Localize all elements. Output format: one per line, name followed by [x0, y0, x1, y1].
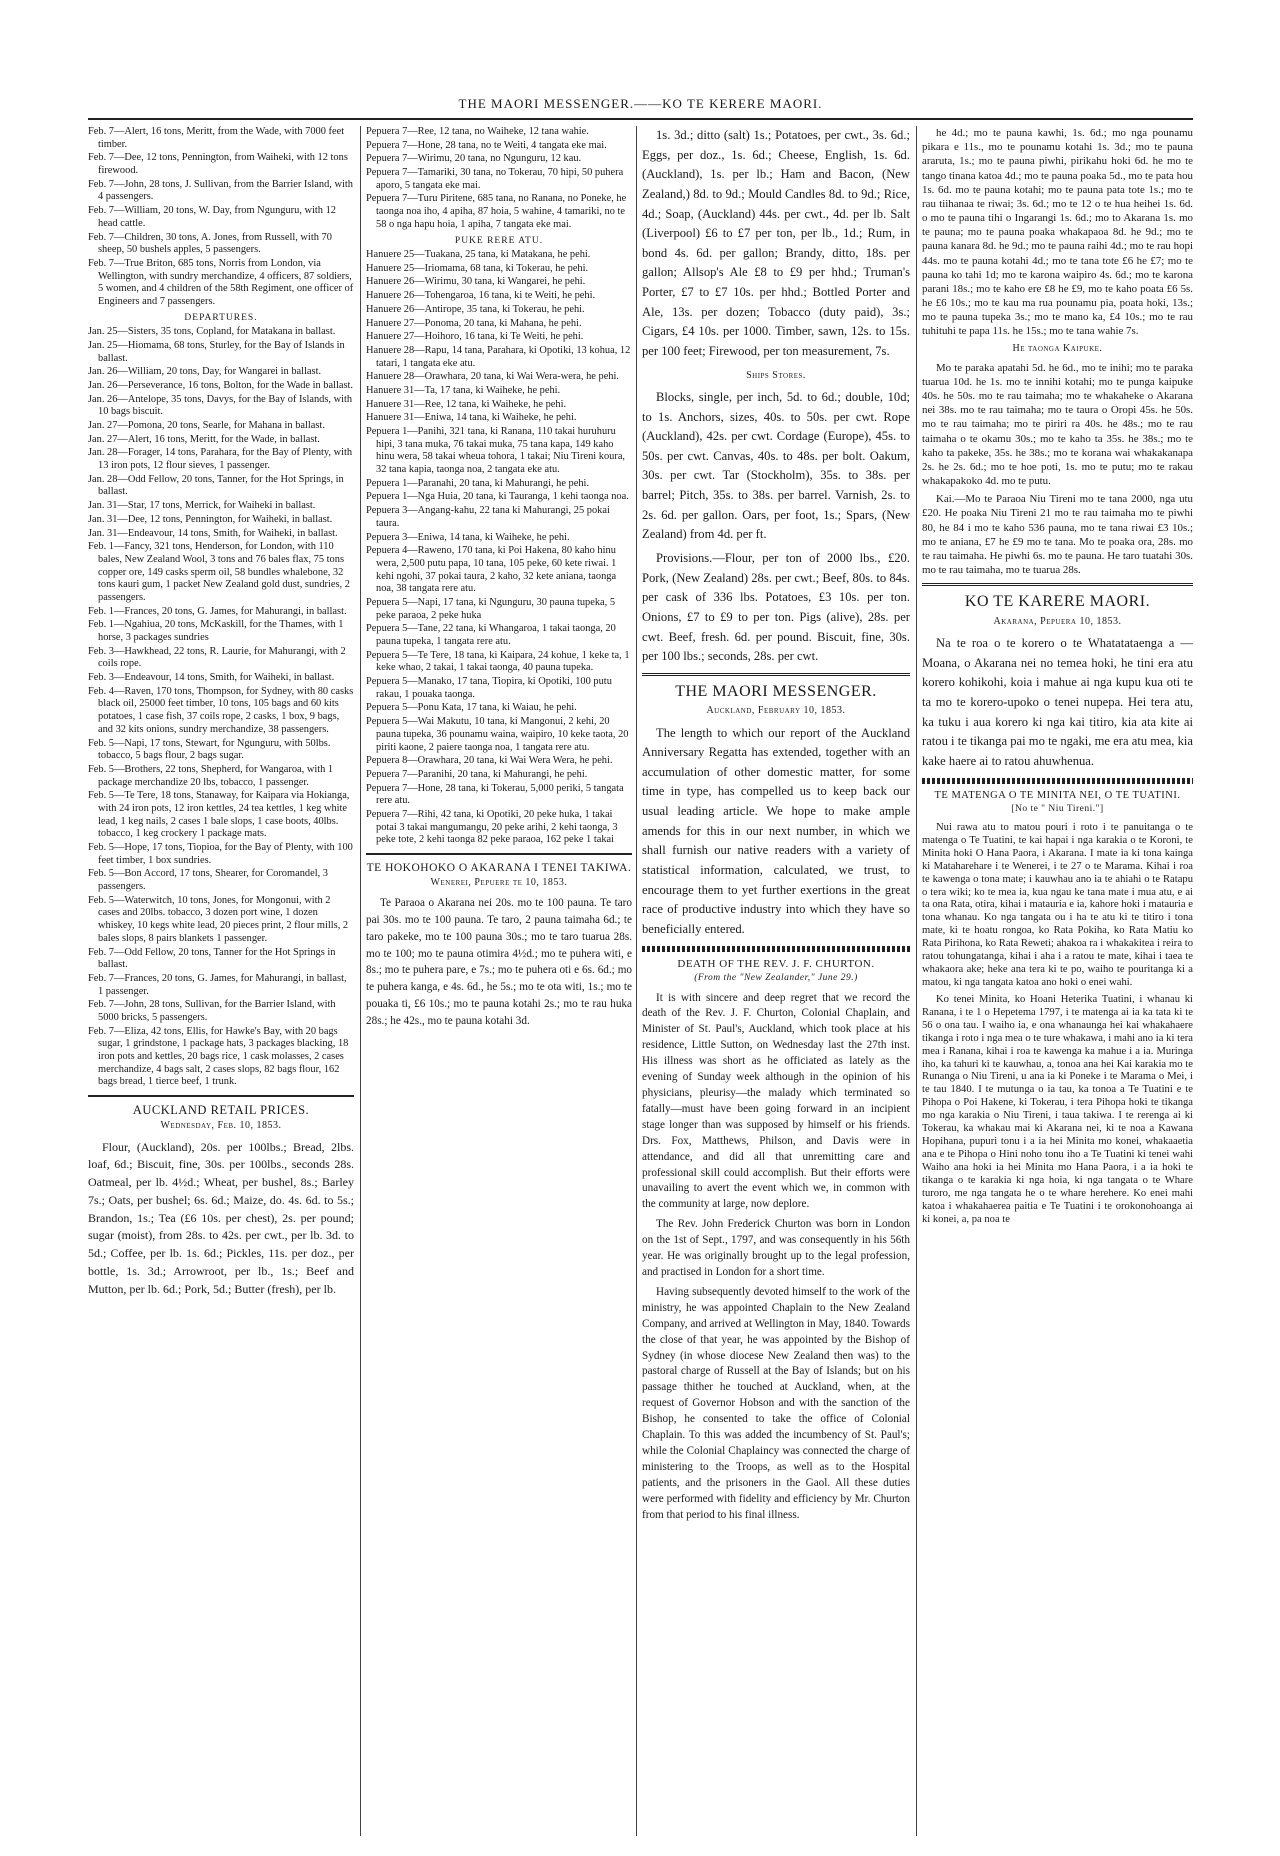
shipping-entry: Feb. 5—Waterwitch, 10 tons, Jones, for Mongonui, with 2 cases and 20lbs. tobacco, 3 dozen port wine, 1 dozen whiskey, 10 kegs white lead, 20 pieces print, 2 flour mills, 2 bales slops, 8 pairs blankets 1 passenger.: [88, 894, 349, 944]
shipping-entry: Feb. 7—Eliza, 42 tons, Ellis, for Hawke's Bay, with 20 bags sugar, 1 grindstone, 1 package hats, 3 packages blacking, 18 iron pots and kettles, 20 bags rice, 1 cask molasses, 2 cases merchandize, 4 bags salt, 2 cases slops, 82 bags flour, 162 bags bread, 1 tierce beef, 1 trunk.: [88, 1025, 349, 1088]
shipping-entry: Feb. 1—Ngahiua, 20 tons, McKaskill, for the Thames, with 1 horse, 3 packages sundries: [88, 619, 344, 644]
column-rule: [636, 126, 637, 1836]
shipping-entry: Hanuere 26—Wirimu, 30 tana, ki Wangarei, he pehi.: [366, 276, 586, 288]
shipping-entry: Hanuere 28—Orawhara, 20 tana, ki Wai Wera-wera, he pehi.: [366, 371, 619, 383]
shipping-entry: Jan. 31—Dee, 12 tons, Pennington, for Waiheki, in ballast.: [88, 513, 333, 525]
shipping-entry: Pepuera 7—Hone, 28 tana, no te Weiti, 4 tangata eke mai.: [366, 139, 607, 151]
column-messenger-english: [642, 126, 910, 1836]
departures-heading-maori: PUKE RERE ATU.: [454, 235, 544, 246]
shipping-entry: Pepuera 7—Ree, 12 tana, no Waiheke, 12 tana wahie.: [366, 126, 589, 137]
shipping-entry: Hanuere 31—Ta, 17 tana, ki Waiheke, he pehi.: [366, 384, 561, 396]
obituary-paragraph-maori: Ko tenei Minita, ko Hoani Heterika Tuatini, i whanau ki Ranana, i te 1 o Hepetema 1797, i te matenga ai ia ka tata ki te 56 o ona tau. I waiho ia, e ona whanaunga hei kai whakahaere tikanga i roto i nga mea o te ture whakawa, i mahi ano ia ki tera mea i Ranana, kihai i roa te kawenga ka mahue i a ia. Muringa iho, ka tahuri ki te kauwhau, a, tonoa ana hei Kai karakia mo te Runanga o Niu Tireni, u ana ia ki Poneke i te Marama o Mei, i te tau 1840. I te mutunga o ia tau, ka tonoa a Te Tuatini e te Pihopa o Poi Hakene, ki Tokerau, i tera Pihopa hoki te tikanga mo nga karakia o Niu Tireni, i taua takiwa. I te rerenga ai ki Tokerau, ka whakau mai ki Akarana nei, ki te noa a Kawana Hopihana, pupuri tonu i a ia hei Minita mo konei, whakaaetia ana e te Pihopa o Hini noho tonu iho a Te Tuatini ki tenei wahi Waiho ana hoki ia hei Minita mo Hana Paora, i a ia hoki te tikanga o te karakia ki nga hoia, ki nga tangata o te Whare turoro, me nga tangata he o te whare herehere. Ko enei mahi katoa i whakahaerea paitia e Te Tuatini i te orokonohoanga ai ki konei, a, pa noa te: [922, 993, 1193, 1225]
shipping-entry: Hanuere 31—Eniwa, 14 tana, ki Waiheke, he pehi.: [366, 412, 577, 424]
shipping-entry: Hanuere 28—Rapu, 14 tana, Parahara, ki Opotiki, 13 kohua, 12 tatari, 1 tangata eke atu.: [366, 344, 631, 369]
arrivals-list-maori: [366, 126, 632, 232]
obituary-heading-maori: TE MATENGA O TE MINITA NEI, O TE TUATINI.: [934, 789, 1181, 801]
shipping-entry: Feb. 7—John, 28 tons, J. Sullivan, from the Barrier Island, with 4 passengers.: [88, 178, 353, 203]
shipping-entry: Pepuera 5—Ponu Kata, 17 tana, ki Waiau, he pehi.: [366, 702, 577, 714]
shipping-entry: Feb. 3—Hawkhead, 22 tons, R. Laurie, for Mahurangi, with 2 coils rope.: [88, 645, 346, 670]
shipping-entry: Jan. 26—Antelope, 35 tons, Davys, for the Bay of Islands, with 10 bags biscuit.: [88, 393, 353, 418]
shipping-entry: Pepuera 1—Panihi, 321 tana, ki Ranana, 110 takai huruhuru hipi, 3 tana muka, 76 takai muka, 75 tana kapa, 149 kaho hinu wera, 58 takai wheua tohora, 1 takai; Niu Tireni koura, 32 tana kapia, taonga noa, 2 tangata eke atu.: [366, 426, 626, 476]
shipping-entry: Jan. 26—Perseverance, 16 tons, Bolton, for the Wade in ballast.: [88, 379, 354, 391]
prices-continued: 1s. 3d.; ditto (salt) 1s.; Potatoes, per cwt., 3s. 6d.; Eggs, per doz., 1s. 6d.; Cheese, English, 1s. 6d. (Auckland), 1s. per lb.; Ham and Bacon, (New Zealand,) 8d. to 9d.; Mould Candles 8d. to 9d.; Rice, 4d.; Soap, (Auckland) 44s. per cwt., 4d. per lb. Salt (Liverpool) £6 to £7 per ton, per lb., 1d.; Rum, in bond 4s. 6d. per gallon; Brandy, ditto, 18s. per gallon; Allsop's Ale £8 to £9 per hhd.; Truman's Porter, £7 to £7 10s. per hhd.; Bottled Porter and Ale, 13s. per dozen; Tobacco (duty paid), 3s.; Cigars, £4 10s. per 1000. Timber, sawn, 12s. to 15s. per 100 feet; Firewood, per ton measurement, 7s.: [642, 128, 910, 359]
shipping-entry: Pepuera 7—Turu Piritene, 685 tana, no Ranana, no Poneke, he taonga noa iho, 4 apiha, 87 hoia, 5 wahine, 4 tamariki, no te 58 o nga hapu hoia, 1 apiha, 7 tangata eke mai.: [366, 193, 627, 230]
obituary-paragraph-maori: Nui rawa atu to matou pouri i roto i te panuitanga o te matenga o Te Tuatini, te kai hapai i nga karakia o te Koroni, te Minita hoki O Hana Paora, i Akarana. I mate ia ki tona kainga ki Mataharehare i te Wenerei, i te 27 o te Marama. Kihai i roa te kawenga o tona mate; i kauwhau ano ia te ahiahi o te Ratapu o tera wiki; ko te mea ia, kua ngau ke tana mate i mua atu, e ai ta ona Rata, otira, kihai i matauria e ia, kahore hoki i matauria e tona whanau. Ko nga tangata ou i ha te atu ki te titiro i tona mate, ki te hoatu rongoa, ko Rata Pokiha, ko Rata Matiu ko Rata Pirihona, ko Rata Reweti; ahakoa ra i whakakitea i reira to ratou tohungatanga, kihai i aha i a ratou te mate, kihai i taea te whakaora ake; heke ana tera ki te po, waiho te pouritanga ki a matou, ki nga tangata katoa ano hoki o enei wahi.: [922, 821, 1193, 988]
departures-heading: DEPARTURES.: [184, 312, 258, 323]
column-rule: [360, 126, 361, 1836]
running-title: THE MAORI MESSENGER.——KO TE KERERE MAORI.: [88, 96, 1193, 120]
shipping-entry: Hanuere 27—Hoihoro, 16 tana, ki Te Weiti, he pehi.: [366, 331, 584, 343]
obituary-paragraph: Having subsequently devoted himself to the work of the ministry, he was appointed Chaplain to the New Zealand Company, and arrived at Wellington in May, 1840. Towards the close of that year, he was appointed by the Bishop of Sydney (in whose diocese New Zealand then was) to the pastoral charge of Russell at the Bay of Islands; but on his passage thither he touched at Auckland, when, at the request of Governor Hobson and with the sanction of the Bishop, he consented to take the office of Colonial Chaplain. To this was added the incumbency of St. Paul's; while the Colonial Chaplaincy was connected the charge of ministering to the Troops, as well as to the Hospital patients, and the prisoners in the Gaol. All these duties were performed with fidelity and efficiency by Mr. Churton from that period to his final illness.: [642, 1285, 910, 1521]
obituary-paragraph: It is with sincere and deep regret that we record the death of the Rev. J. F. Churton, Colonial Chaplain, and Minister of St. Paul's, Auckland, which took place at his residence, Little Sutton, on Wednesday last the 27th inst. His illness was short as he officiated as lately as the evening of Sunday week although in the opinion of his physicians, pleurisy—the malady which terminated so fatally—must have been going forward in an incipient stage longer than was supposed by himself or his friends. Drs. Fox, Matthews, Philson, and Davis were in attendance, and did all that unremitting care and professional skill could accomplish. But their efforts were unavailing to avert the event which we, in common with the community at large, now deplore.: [642, 991, 910, 1211]
shipping-entry: Feb. 3—Endeavour, 14 tons, Smith, for Waiheki, in ballast.: [88, 672, 335, 684]
kaipuke-text: Mo te paraka apatahi 5d. he 6d., mo te inihi; mo te paraka tuarua 10d. he 1s. mo te innihi kotahi; mo te punga kaipuke 40s. he 50s. mo te rau taimaha; mo te whakaheke o Akarana nei 38s. mo te rau taimaha; mo te taura o Oropi 45s. he 50s. mo te rau taimaha; mo te piriri ra 40s. he 48s.; mo te rau taimaha o te okamu 30s.; mo te kaho ta 35s. he 38s.; mo te kaho ta pakeke, 35s. he 38s.; mo te korana wai whakakanapa 2s. he 2s. 6d.; mo te hoe poti, 1s. mo te putu; mo te rakau whakapakoko 4d. mo te putu.: [922, 361, 1193, 488]
shipping-entry: Feb. 7—Children, 30 tons, A. Jones, from Russell, with 70 sheep, 50 bushels apples, 5 passengers.: [88, 231, 332, 256]
shipping-entry: Pepuera 5—Napi, 17 tana, ki Ngunguru, 30 pauna tupeka, 5 peke paraoa, 2 peke huka: [366, 596, 616, 621]
shipping-entry: Hanuere 26—Antirope, 35 tana, ki Tokerau, he pehi.: [366, 303, 585, 315]
shipping-entry: Pepuera 5—Tane, 22 tana, ki Whangaroa, 1 takai taonga, 20 pauna tupeka, 1 tangata rere atu.: [366, 623, 616, 648]
shipping-entry: Jan. 25—Sisters, 35 tons, Copland, for Matakana in ballast.: [88, 326, 336, 338]
obituary-paragraph: The Rev. John Frederick Churton was born in London on the 1st of Sept., 1797, and was consequently in his 56th year. He was originally brought up to the legal profession, and practised in London for a short time.: [642, 1218, 910, 1278]
shipping-entry: Jan. 31—Star, 17 tons, Merrick, for Waiheki in ballast.: [88, 500, 316, 512]
shipping-entry: Feb. 5—Bon Accord, 17 tons, Shearer, for Coromandel, 3 passengers.: [88, 868, 328, 893]
shipping-entry: Feb. 7—Dee, 12 tons, Pennington, from Waiheki, with 12 tons firewood.: [88, 152, 348, 177]
obituary-heading: DEATH OF THE REV. J. F. CHURTON.: [677, 957, 875, 970]
editorial-text: The length to which our report of the Auckland Anniversary Regatta has extended, together with an accumulation of other domestic matter, for some time in type, has compelled us to keep back our usual leading article. We hope to make ample amends for this in our next number, in which we shall furnish our native readers with a variety of statistical information, calculated, we trust, to encourage them to yet further exertions in the great race of productive industry into which they have so beneficially entered.: [642, 725, 910, 936]
retail-prices-heading: AUCKLAND RETAIL PRICES.: [132, 1103, 310, 1118]
maori-prices-heading: TE HOKOHOKO O AKARANA I TENEI TAKIWA.: [366, 862, 632, 875]
ornamental-rule: [642, 946, 910, 952]
masthead-dateline: Auckland, February 10, 1853.: [706, 705, 846, 717]
ornamental-rule: [922, 778, 1193, 784]
shipping-entry: Jan. 25—Hiomama, 68 tons, Sturley, for the Bay of Islands in ballast.: [88, 339, 345, 364]
shipping-entry: Feb. 5—Brothers, 22 tons, Shepherd, for Wangaroa, with 1 package merchandize 20 lbs, tobacco, 1 passenger.: [88, 763, 334, 788]
shipping-entry: Pepuera 5—Te Tere, 18 tana, ki Kaipara, 24 kohue, 1 keke ta, 1 keke whao, 2 takai, 1 takai taonga, 40 pauna tupeka.: [366, 649, 630, 674]
shipping-entry: Pepuera 3—Eniwa, 14 tana, ki Waiheke, he pehi.: [366, 531, 570, 543]
departures-list-maori: [366, 249, 632, 847]
retail-prices-text: Flour, (Auckland), 20s. per 100lbs.; Bread, 2lbs. loaf, 6d.; Biscuit, fine, 30s. per 100lbs., seconds 28s. Oatmeal, per lb. 4½d.; Wheat, per bushel, 8s.; Barley 7s.; Oats, per bushel; 6s. 6d.; Maize, do. 4s. 6d. to 5s.; Brandon, 1s.; Tea (£6 10s. per chest), 2s. per pound; sugar (moist), from 28s. to 42s. per cwt., per lb. 3d. to 5d.; Coffee, per lb. 1s. 6d.; Pickles, 11s. per doz., per bottle, 1s. 3d.; Arrowroot, per lb., 1s.; Beef and Mutton, per lb. 6d.; Pork, 5d.; Butter (fresh), per lb.: [88, 1139, 354, 1296]
arrivals-list: [88, 126, 354, 309]
departures-list: [88, 326, 354, 1089]
shipping-entry: Jan. 28—Odd Fellow, 20 tons, Tanner, for the Hot Springs, in ballast.: [88, 473, 344, 498]
shipping-entry: Pepuera 7—Wirimu, 20 tana, no Ngunguru, 12 kau.: [366, 153, 582, 165]
kaipuke-heading: He taonga Kaipuke.: [1012, 342, 1103, 354]
shipping-entry: Pepuera 7—Hone, 28 tana, ki Tokerau, 5,000 periki, 5 tangata rere atu.: [366, 782, 624, 807]
shipping-entry: Feb. 5—Hope, 17 tons, Tiopioa, for the Bay of Plenty, with 100 feet timber, 1 box sundries.: [88, 842, 353, 866]
shipping-entry: Pepuera 7—Paranihi, 20 tana, ki Mahurangi, he pehi.: [366, 768, 588, 780]
masthead-dateline-maori: Akarana, Pepuera 10, 1853.: [993, 615, 1122, 627]
shipping-entry: Pepuera 1—Paranahi, 20 tana, ki Mahurangi, he pehi.: [366, 477, 590, 489]
shipping-entry: Feb. 1—Frances, 20 tons, G. James, for Mahurangi, in ballast.: [88, 605, 347, 617]
maori-prices-continued: he 4d.; mo te pauna kawhi, 1s. 6d.; mo nga pounamu pikara e 11s., mo te pounamu kotahi 1s. 3d.; mo te pauna araruta, 1s.; mo te pauna piwhi, pirikahu hoki 6d. he mo te tango tinana katoa 4d.; mo te pauna poaka 5d., mo te pata hou 1s. 6d. mo te pauna kotahi; mo te pauna pata tote 1s.; mo te rau tiihanaa te riwai; 3s. 6d.; mo te 12 o te hua heihei 1s. 6d. o mo te pauna tihi o Ingarangi 1s. 6d.; mo to Akarana 1s. mo te pauna; mo te pauna poaka whakapaoa 8d. he 9d.; mo te pauna kanara 8d. he 9d.; mo te pauna raihi 4d.; mo te rau hopi 44s. mo te pauna kotahi 4d.; mo te tana tote £6 he £7; mo te pauna ko tahi 1d; mo te karona waipiro 4s. 6d.; mo te karona parani 18s.; mo te kaho ere £8 he £9, mo te kaho poata £6 5s. he £6 10s.; mo te kau ma rua pounamu pia, poata hoki, 13s.; mo te pauna tupeka 3s.; mo te mano ka, £4 10s.; mo te rau tuhituhi te papa 11s. he 15s.; mo te tana wahie 7s.: [922, 127, 1193, 338]
editorial-text-maori: Na te roa o te korero o te Whatatataenga a — Moana, o Akarana nei no temea hoki, he tini era atu korero kohikohi, koia i mahue ai nga kupu kua oti te ta mo te korero-upoko o tenei nupepa. Hei tera atu, ka tuku i aua korero ki nga kai titiro, kia ata kite ai ratou i te tikanga pai mo te ngaki, me era atu mea, kia kake haere ai to ratou ahuwhenua.: [922, 636, 1193, 768]
obituary-source: (From the "New Zealander," June 29.): [694, 973, 858, 983]
maori-prices-text: Te Paraoa o Akarana nei 20s. mo te 100 pauna. Te taro pai 30s. mo te 100 pauna. Te taro, 2 pauna taimaha 6d.; te taro pakeke, mo te 100 pauna 30s.; mo te taro tuarua 28s. mo te 100; mo te pauna otimira 4½d.; mo te puhera witi, e 8s.; mo te puhera pare, e 7s.; mo te puhera oti e 6s. 6d.; mo te puhera kanga, e 4s. 6d., he 5s.; mo te ota witi, 1s.; mo te pouaka ti, £6 10s.; mo te pauna kotahi 2s.; mo te rau huka 28s.; he 42s., mo te pauna kotahi 3d.: [366, 897, 632, 1027]
column-shipping-english: [88, 126, 354, 1836]
kai-text: Kai.—Mo te Paraoa Niu Tireni mo te tana 2000, nga utu £20. He poaka Niu Tireni 21 mo te rau taimaha mo te piwhi 80, he 84 i mo te kaho 536 pauna, mo te tana riwai £3 10s.; mo te aniana, £7 he £9 mo te tana. Mo te poaka ora, 28s. mo te rau taimaha. He piwhi 6s. mo te pauna. He taro tuatahi 30s. mo te rau taimaha, mo te tuarua 28s.: [922, 493, 1193, 577]
shipping-entry: Feb. 5—Te Tere, 18 tons, Stanaway, for Kaipara via Hokianga, with 24 iron pots, 12 iron kettles, 24 tea kettles, 1 keg white lead, 1 keg nails, 2 cases 1 bale slops, 1 case boots, 40lbs. tobacco, 1 keg crockery 1 package mats.: [88, 790, 350, 840]
masthead-maori: KO TE KARERE MAORI.: [922, 583, 1193, 612]
shipping-entry: Pepuera 1—Nga Huia, 20 tana, ki Tauranga, 1 kehi taonga noa.: [366, 491, 629, 503]
shipping-entry: Jan. 27—Pomona, 20 tons, Searle, for Mahana in ballast.: [88, 420, 325, 432]
shipping-entry: Jan. 28—Forager, 14 tons, Parahara, for the Bay of Plenty, with 13 iron pots, 12 flour sieves, 1 passenger.: [88, 447, 353, 472]
retail-prices-dateline: Wednesday, Feb. 10, 1853.: [160, 1120, 282, 1132]
shipping-entry: Hanuere 25—Tuakana, 25 tana, ki Matakana, he pehi.: [366, 249, 591, 261]
shipping-entry: Pepuera 7—Tamariki, 30 tana, no Tokerau, 70 hipi, 50 puhera aporo, 5 tangata eke mai.: [366, 167, 624, 191]
column-shipping-maori: [366, 126, 632, 1836]
shipping-entry: Pepuera 3—Angang-kahu, 22 tana ki Mahurangi, 25 pokai taura.: [366, 505, 610, 529]
shipping-entry: Pepuera 4—Raweno, 170 tana, ki Poi Hakena, 80 kaho hinu wera, 2,500 putu papa, 10 tana, 105 peke, 60 kete riwai. 1 kehi ngohi, 37 pokai taura, 2 kaho, 32 kete aniana, taonga noa, 38 tangata rere atu.: [366, 545, 617, 595]
column-rule: [916, 126, 917, 1836]
provisions-text: Provisions.—Flour, per ton of 2000 lbs., £20. Pork, (New Zealand) 28s. per cwt.; Beef, 80s. to 84s. per cask of 336 lbs. Potatoes, £3 10s. per ton. Onions, £7 to £9 to per ton. Pigs (alive), 28s. per cwt. Beef, fresh. 6d. per pound. Biscuit, fine, 30s. per 100 lbs.; seconds, 28s. per cwt.: [642, 551, 910, 664]
maori-prices-dateline: Wenerei, Pepuere te 10, 1853.: [430, 877, 568, 889]
shipping-entry: Feb. 7—Frances, 20 tons, G. James, for Mahurangi, in ballast, 1 passenger.: [88, 972, 347, 997]
shipping-entry: Pepuera 5—Manako, 17 tana, Tiopira, ki Opotiki, 100 putu rakau, 1 pouaka taonga.: [366, 676, 612, 700]
shipping-entry: Feb. 7—John, 28 tons, Sullivan, for the Barrier Island, with 5000 bricks, 5 passengers.: [88, 999, 336, 1023]
shipping-entry: Hanuere 25—Iriomama, 68 tana, ki Tokerau, he pehi.: [366, 262, 589, 274]
section-rule: [88, 1095, 354, 1097]
newspaper-page: [88, 96, 1193, 1836]
shipping-entry: Feb. 4—Raven, 170 tons, Thompson, for Sydney, with 80 casks black oil, 25000 feet timber, 10 tons, 105 bags and 60 kits potatoes, 1 case fish, 37 coils rope, 2 casks, 1 box, 9 bags, and 32 kits onions, sundry merchandize, 38 passengers.: [88, 685, 354, 735]
shipping-entry: Hanuere 31—Ree, 12 tana, ki Waiheke, he pehi.: [366, 398, 567, 410]
shipping-entry: Jan. 31—Endeavour, 14 tons, Smith, for Waiheki, in ballast.: [88, 527, 338, 539]
masthead-english: THE MAORI MESSENGER.: [642, 673, 910, 702]
shipping-entry: Feb. 7—True Briton, 685 tons, Norris from London, via Wellington, with sundry merchandize, 4 officers, 87 soldiers, 5 women, and 4 children of the 58th Regiment, one officer of Engineers and 7 passengers.: [88, 257, 354, 307]
shipping-entry: Pepuera 7—Rihi, 42 tana, ki Opotiki, 20 peke huka, 1 takai potai 3 takai mangumangu, 20 peke arihi, 2 kehi taonga, 3 peke tote, 2 kehi taonga 82 peke paraoa, 162 peke 1 takai: [366, 808, 618, 846]
shipping-entry: Feb. 7—William, 20 tons, W. Day, from Ngunguru, with 12 head cattle.: [88, 205, 336, 229]
shipping-entry: Feb. 7—Odd Fellow, 20 tons, Tanner for the Hot Springs in ballast.: [88, 946, 336, 971]
shipping-entry: Feb. 1—Fancy, 321 tons, Henderson, for London, with 110 bales, New Zealand Wool, 3 tons and 76 bales flax, 75 tons copper ore, 149 casks sperm oil, 58 bundles whalebone, 32 tons kauri gum, 1 packet New Zealand gold dust, sundries, 2 passengers.: [88, 541, 350, 603]
ships-stores-heading: Ships Stores.: [746, 369, 806, 381]
column-karere-maori: [922, 126, 1193, 1836]
shipping-entry: Pepuera 5—Wai Makutu, 10 tana, ki Mangonui, 2 kehi, 20 pauna tupeka, 36 pounamu waina, waipiro, 10 keke taota, 20 piriti kaone, 2 paiere taonga noa, 1 tangata rere atu.: [366, 716, 629, 753]
shipping-entry: Jan. 27—Alert, 16 tons, Meritt, for the Wade, in ballast.: [88, 433, 320, 445]
obituary-source-maori: [No te " Niu Tireni."]: [1011, 804, 1104, 815]
ships-stores-text: Blocks, single, per inch, 5d. to 6d.; double, 10d; to 1s. Anchors, sizes, 40s. to 50s. per cwt. Rope (Auckland), 42s. per cwt. Cordage (Europe), 45s. to 50s. per cwt. Canvas, 40s. to 48s. per bolt. Oakum, 30s. per cwt. Tar (Stockholm), 35s. to 38s. per barrel; Pitch, 35s. to 38s. per barrel. Varnish, 2s. to 2s. 6d. per gallon. Oars, per foot, 1s.; Spars, (New Zealand) from 4d. per ft.: [642, 389, 910, 542]
shipping-entry: Feb. 7—Alert, 16 tons, Meritt, from the Wade, with 7000 feet timber.: [88, 126, 345, 150]
shipping-entry: Pepuera 8—Orawhara, 20 tana, ki Wai Wera Wera, he pehi.: [366, 755, 613, 767]
shipping-entry: Feb. 5—Napi, 17 tons, Stewart, for Ngunguru, with 50lbs. tobacco, 5 bags flour, 2 bags sugar.: [88, 737, 331, 762]
shipping-entry: Jan. 26—William, 20 tons, Day, for Wangarei in ballast.: [88, 366, 322, 378]
shipping-entry: Hanuere 27—Ponoma, 20 tana, ki Mahana, he pehi.: [366, 317, 582, 329]
shipping-entry: Hanuere 26—Tohengaroa, 16 tana, ki te Weiti, he pehi.: [366, 290, 596, 302]
section-rule: [366, 853, 632, 855]
